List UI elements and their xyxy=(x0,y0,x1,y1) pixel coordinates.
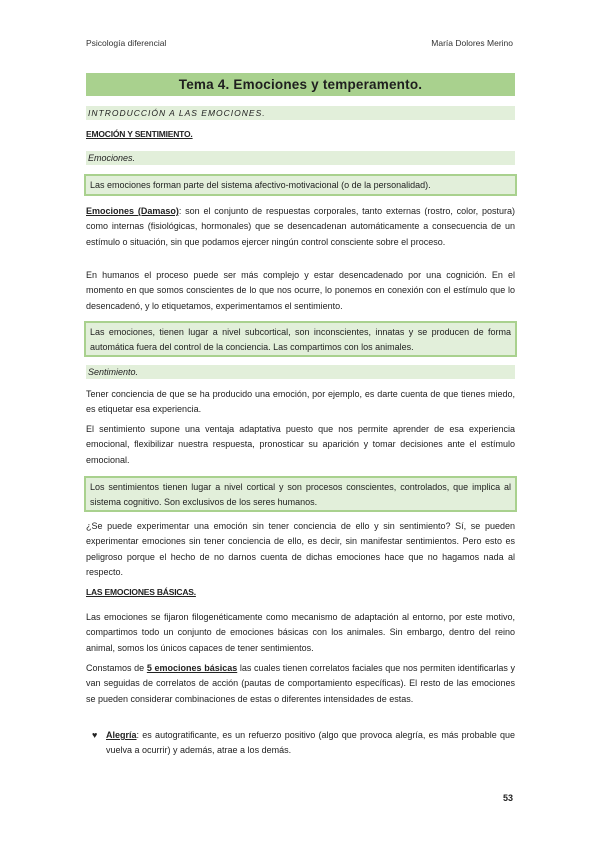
paragraph-4: El sentimiento supone una ventaja adaptativa puesto que nos permite aprender de esa experiencia emocional, flexibilizar nuestra respuesta, pronosticar su aparición y tomar decisiones ante el estímulo emocional. xyxy=(86,424,515,465)
section-heading-emocion-sentimiento: EMOCIÓN Y SENTIMIENTO. xyxy=(86,129,193,139)
callout-text-1: Las emociones forman parte del sistema afectivo-motivacional (o de la personalidad). xyxy=(90,180,431,190)
intro-band: INTRODUCCIÓN A LAS EMOCIONES. xyxy=(86,106,515,120)
paragraph-1-text: : son el conjunto de respuestas corporales, tanto externas (rostro, color, postura) como internas (fisiológicas, hormonales) que se desencadenan automáticamente a consecuencia de un estímulo o situación, sin que podamos ejercer ningún control consciente sobre el proceso. xyxy=(86,206,515,247)
bullet-alegria-text: : es autogratificante, es un refuerzo positivo (algo que provoca alegría, es más probable que vuelva a ocurrir) y además, atrae a los demás. xyxy=(106,730,515,756)
paragraph-7-post: las cuales tienen correlatos faciales que nos permiten identificarlas y van seguidas de correlatos de acción (pautas de comportamiento específicas). El resto de las emociones se pueden considerar combinaciones de estas o diferentes intensidades de estas. xyxy=(86,663,515,704)
term-5-emociones: 5 emociones básicas xyxy=(146,663,238,673)
paragraph-2: En humanos el proceso puede ser más complejo y estar desencadenado por una cognición. En el momento en que somos conscientes de lo que nos ocurre, lo ponemos en conexión con el estímulo que lo desencadenó, y lo etiquetamos, experimentamos el sentimiento. xyxy=(86,270,515,311)
callout-box-3 xyxy=(84,476,517,512)
heart-bullet-icon: ♥ xyxy=(92,730,98,740)
page-number: 53 xyxy=(502,793,513,803)
paragraph-3: Tener conciencia de que se ha producido una emoción, por ejemplo, es darte cuenta de que tienes miedo, es etiquetar esa experiencia. xyxy=(86,389,515,415)
callout-text-3: Los sentimientos tienen lugar a nivel cortical y son procesos conscientes, controlados, que implica al sistema cognitivo. Son exclusivos de los seres humanos. xyxy=(90,482,511,508)
callout-box-2 xyxy=(84,321,517,357)
header-course: Psicología diferencial xyxy=(86,38,167,48)
term-alegria: Alegría xyxy=(106,730,137,740)
paragraph-emociones-damaso xyxy=(86,204,515,250)
subheading-emociones: Emociones. xyxy=(86,151,515,165)
paragraph-7-pre: Constamos de xyxy=(86,663,147,673)
section-heading-emociones-basicas: LAS EMOCIONES BÁSICAS. xyxy=(86,587,196,597)
paragraph-7 xyxy=(86,661,515,707)
callout-box-1 xyxy=(84,174,517,196)
bullet-alegria xyxy=(92,728,515,759)
term-emociones-damaso: Emociones (Damaso) xyxy=(86,206,179,216)
callout-text-2: Las emociones, tienen lugar a nivel subcortical, son inconscientes, innatas y se producen de forma automática fuera del control de la conciencia. Las compartimos con los animales. xyxy=(90,327,511,353)
chapter-title: Tema 4. Emociones y temperamento. xyxy=(86,73,515,96)
paragraph-5: ¿Se puede experimentar una emoción sin tener conciencia de ello y sin sentimiento? Sí, se pueden experimentar emociones sin tener conciencia de ello, es decir, sin manifestar sentimientos. Pero esto es peligroso porque el hecho de no darnos cuenta de dichas emociones hace que no hagamos nada al respecto. xyxy=(86,521,515,578)
header-author: María Dolores Merino xyxy=(431,38,513,48)
subheading-sentimiento: Sentimiento. xyxy=(86,365,515,379)
paragraph-6: Las emociones se fijaron filogenéticamente como mecanismo de adaptación al entorno, por este motivo, compartimos todo un conjunto de emociones básicas con los animales. Sin embargo, dentro del reino animal, somos los únicos capaces de tener sentimientos. xyxy=(86,612,515,653)
